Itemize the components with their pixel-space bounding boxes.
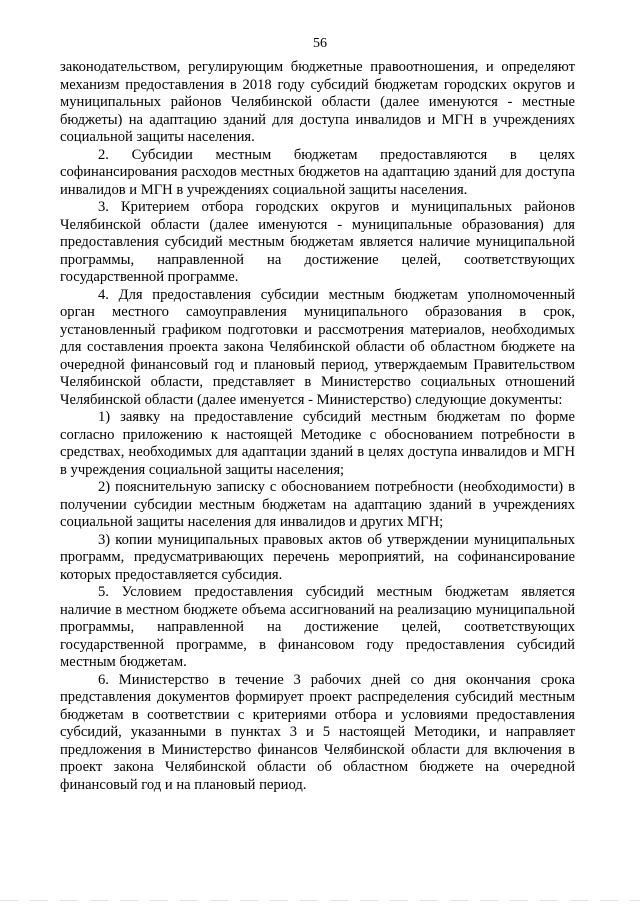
paragraph-subitem-2: 2) пояснительную записку с обоснованием потребности (необходимости) в получении субсидии местным бюджетам на адаптацию зданий в учреждениях социальной защиты населения для инвалидов и других МГН; xyxy=(60,479,575,530)
paragraph-subitem-1: 1) заявку на предоставление субсидий местным бюджетам по форме согласно приложению к настоящей Методике с обоснованием потребности в средствах, необходимых для адаптации зданий в целях доступа инвалидов и МГН в учреждения социальной защиты населения; xyxy=(60,409,575,478)
document-body xyxy=(60,59,575,794)
paragraph-item-4: 4. Для предоставления субсидии местным бюджетам уполномоченный орган местного самоуправления муниципального образования в срок, установленный графиком подготовки и рассмотрения материалов, необходимых для составления проекта закона Челябинской области об областном бюджете на очередной финансовый год и плановый период, утверждаемым Правительством Челябинской области, представляет в Министерство социальных отношений Челябинской области (далее именуется - Министерство) следующие документы: xyxy=(60,286,575,408)
paragraph-item-5: 5. Условием предоставления субсидий местным бюджетам является наличие в местном бюджете объема ассигнований на реализацию муниципальной программы, направленной на достижение целей, соответствующих государственной программе, в финансовом году предоставления субсидий местным бюджетам. xyxy=(60,584,575,670)
scan-edge-line xyxy=(0,900,640,901)
paragraph-item-2: 2. Субсидии местным бюджетам предоставляются в целях софинансирования расходов местных бюджетов на адаптацию зданий для доступа инвалидов и МГН в учреждениях социальной защиты населения. xyxy=(60,146,575,198)
paragraph-continuation: законодательством, регулирующим бюджетные правоотношения, и определяют механизм предоставления в 2018 году субсидий бюджетам городских округов и муниципальных районов Челябинской области (далее именуются - местные бюджеты) на адаптацию зданий для доступа инвалидов и МГН в учреждениях социальной защиты населения. xyxy=(60,59,575,145)
paragraph-item-6: 6. Министерство в течение 3 рабочих дней со дня окончания срока представления документов формирует проект распределения субсидий местным бюджетам в соответствии с критериями отбора и условиями предоставления субсидий, указанными в пунктах 3 и 5 настоящей Методики, и направляет предложения в Министерство финансов Челябинской области для включения в проект закона Челябинской области об областном бюджете на очередной финансовый год и на плановый период. xyxy=(60,671,575,793)
paragraph-item-3: 3. Критерием отбора городских округов и муниципальных районов Челябинской области (далее именуются - муниципальные образования) для предоставления субсидий местным бюджетам является наличие муниципальной программы, направленной на достижение целей, соответствующих государственной программе. xyxy=(60,199,575,285)
page-number: 56 xyxy=(313,36,327,51)
paragraph-subitem-3: 3) копии муниципальных правовых актов об утверждении муниципальных программ, предусматривающих перечень мероприятий, на софинансирование которых предоставляется субсидия. xyxy=(60,531,575,583)
